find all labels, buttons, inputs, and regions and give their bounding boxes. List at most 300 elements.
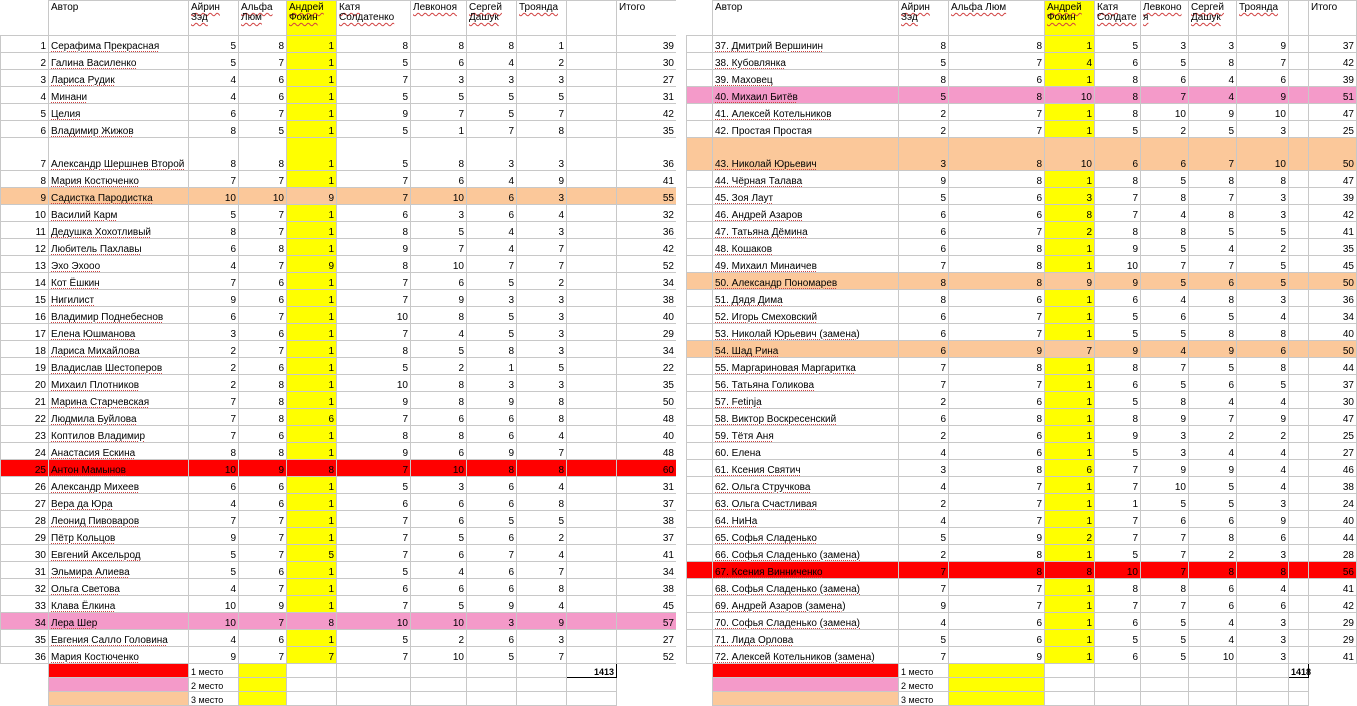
row-number[interactable] (687, 409, 713, 426)
spacer-cell[interactable] (567, 426, 617, 443)
spacer-cell[interactable] (567, 647, 617, 664)
row-number[interactable]: 35 (1, 630, 49, 647)
score-cell[interactable]: 4 (899, 511, 949, 528)
total-cell[interactable]: 40 (1309, 324, 1357, 341)
spacer-cell[interactable] (1289, 53, 1309, 70)
score-cell[interactable]: 6 (239, 273, 287, 290)
score-cell[interactable]: 5 (1237, 375, 1289, 392)
score-cell[interactable]: 5 (1095, 121, 1141, 138)
score-cell[interactable]: 6 (189, 477, 239, 494)
score-cell[interactable]: 6 (899, 222, 949, 239)
score-cell[interactable]: 5 (1141, 647, 1189, 664)
score-cell[interactable]: 1 (287, 511, 337, 528)
score-cell[interactable]: 9 (517, 171, 567, 188)
author-name[interactable]: Дедушка Хохотливый (49, 222, 189, 239)
total-cell[interactable]: 50 (1309, 341, 1357, 358)
score-cell[interactable]: 6 (411, 443, 467, 460)
score-cell[interactable]: 3 (517, 324, 567, 341)
author-name[interactable]: Владимир Жижов (49, 121, 189, 138)
score-cell[interactable]: 1 (1045, 613, 1095, 630)
score-cell[interactable]: 1 (287, 273, 337, 290)
score-cell[interactable]: 8 (899, 290, 949, 307)
score-cell[interactable]: 4 (899, 443, 949, 460)
score-cell[interactable]: 4 (1141, 341, 1189, 358)
spacer-cell[interactable] (567, 528, 617, 545)
author-name[interactable]: 43. Николай Юрьевич (713, 138, 899, 171)
spacer-cell[interactable] (1289, 290, 1309, 307)
author-name[interactable]: Минани (49, 87, 189, 104)
score-cell[interactable]: 2 (411, 630, 467, 647)
score-cell[interactable]: 9 (467, 596, 517, 613)
score-cell[interactable]: 7 (467, 121, 517, 138)
spacer-cell[interactable] (1289, 222, 1309, 239)
spacer-cell[interactable] (567, 307, 617, 324)
author-name[interactable]: Целия (49, 104, 189, 121)
score-cell[interactable]: 6 (1189, 511, 1237, 528)
spacer-cell[interactable] (567, 239, 617, 256)
score-cell[interactable]: 8 (517, 409, 567, 426)
score-cell[interactable]: 6 (467, 494, 517, 511)
row-number[interactable]: 25 (1, 460, 49, 477)
score-cell[interactable]: 5 (1189, 494, 1237, 511)
score-cell[interactable]: 3 (411, 70, 467, 87)
author-name[interactable]: Антон Мамынов (49, 460, 189, 477)
spacer-cell[interactable] (1289, 460, 1309, 477)
score-cell[interactable]: 6 (1095, 375, 1141, 392)
score-cell[interactable]: 5 (337, 630, 411, 647)
score-cell[interactable]: 7 (189, 273, 239, 290)
score-cell[interactable]: 7 (189, 409, 239, 426)
score-cell[interactable]: 7 (239, 104, 287, 121)
score-cell[interactable]: 1 (287, 596, 337, 613)
row-number[interactable] (687, 579, 713, 596)
score-cell[interactable]: 1 (1045, 239, 1095, 256)
score-cell[interactable]: 9 (949, 647, 1045, 664)
spacer-cell[interactable] (567, 256, 617, 273)
spacer-cell[interactable] (1289, 528, 1309, 545)
score-cell[interactable]: 1 (1045, 426, 1095, 443)
score-cell[interactable]: 1 (1045, 511, 1095, 528)
score-cell[interactable]: 7 (189, 426, 239, 443)
score-cell[interactable]: 10 (1189, 647, 1237, 664)
score-cell[interactable]: 5 (1095, 392, 1141, 409)
spacer-cell[interactable] (567, 87, 617, 104)
spacer-cell[interactable] (567, 121, 617, 138)
row-number[interactable]: 1 (1, 36, 49, 53)
score-cell[interactable]: 7 (899, 256, 949, 273)
score-cell[interactable]: 1 (1045, 104, 1095, 121)
author-name[interactable]: Александр Шершнев Второй (49, 138, 189, 171)
score-cell[interactable]: 7 (517, 239, 567, 256)
score-cell[interactable]: 7 (239, 53, 287, 70)
score-cell[interactable]: 8 (1095, 222, 1141, 239)
judge-header[interactable]: Троянда (1237, 1, 1289, 36)
score-cell[interactable]: 1 (411, 121, 467, 138)
spacer-cell[interactable] (567, 596, 617, 613)
score-cell[interactable]: 8 (1141, 392, 1189, 409)
row-number[interactable] (687, 545, 713, 562)
score-cell[interactable]: 7 (287, 647, 337, 664)
total-cell[interactable]: 48 (617, 443, 677, 460)
total-cell[interactable]: 42 (1309, 205, 1357, 222)
score-cell[interactable]: 7 (337, 409, 411, 426)
spacer-cell[interactable] (567, 36, 617, 53)
score-cell[interactable]: 2 (899, 426, 949, 443)
score-cell[interactable]: 7 (899, 647, 949, 664)
score-cell[interactable]: 7 (337, 70, 411, 87)
total-cell[interactable]: 27 (617, 70, 677, 87)
score-cell[interactable]: 2 (899, 121, 949, 138)
spacer-cell[interactable] (567, 273, 617, 290)
author-name[interactable]: 72. Алексей Котельников (замена) (713, 647, 899, 664)
score-cell[interactable]: 7 (337, 460, 411, 477)
score-cell[interactable]: 4 (1189, 87, 1237, 104)
score-cell[interactable]: 7 (1095, 460, 1141, 477)
spacer-cell[interactable] (567, 188, 617, 205)
author-name[interactable]: 46. Андрей Азаров (713, 205, 899, 222)
row-number[interactable]: 31 (1, 562, 49, 579)
score-cell[interactable]: 7 (1141, 358, 1189, 375)
author-name[interactable]: 49. Михаил Минаичев (713, 256, 899, 273)
score-cell[interactable]: 8 (1237, 358, 1289, 375)
score-cell[interactable]: 8 (1237, 562, 1289, 579)
score-cell[interactable]: 6 (411, 53, 467, 70)
score-cell[interactable]: 8 (517, 494, 567, 511)
score-cell[interactable]: 8 (411, 307, 467, 324)
row-number[interactable]: 9 (1, 188, 49, 205)
score-cell[interactable]: 3 (467, 70, 517, 87)
score-cell[interactable]: 7 (1189, 409, 1237, 426)
score-cell[interactable]: 8 (239, 239, 287, 256)
score-cell[interactable]: 9 (899, 171, 949, 188)
score-cell[interactable]: 7 (1045, 341, 1095, 358)
score-cell[interactable]: 7 (1141, 528, 1189, 545)
total-cell[interactable]: 38 (617, 579, 677, 596)
score-cell[interactable]: 8 (411, 36, 467, 53)
score-cell[interactable]: 8 (337, 36, 411, 53)
judge-header[interactable]: Альфа Люм (949, 1, 1045, 36)
score-cell[interactable]: 3 (467, 375, 517, 392)
score-cell[interactable]: 6 (411, 511, 467, 528)
score-cell[interactable]: 1 (287, 443, 337, 460)
total-cell[interactable]: 45 (617, 596, 677, 613)
score-cell[interactable]: 6 (239, 630, 287, 647)
score-cell[interactable]: 6 (1141, 70, 1189, 87)
score-cell[interactable]: 4 (189, 494, 239, 511)
score-cell[interactable]: 6 (287, 409, 337, 426)
score-cell[interactable]: 7 (949, 511, 1045, 528)
total-cell[interactable]: 36 (617, 222, 677, 239)
total-cell[interactable]: 35 (617, 121, 677, 138)
row-number[interactable]: 13 (1, 256, 49, 273)
spacer-cell[interactable] (1289, 205, 1309, 222)
score-cell[interactable]: 8 (1095, 171, 1141, 188)
score-cell[interactable]: 4 (189, 87, 239, 104)
score-cell[interactable]: 2 (1189, 545, 1237, 562)
score-cell[interactable]: 5 (467, 324, 517, 341)
judge-header[interactable]: Андрей Фокин (1045, 1, 1095, 36)
score-cell[interactable]: 8 (1189, 562, 1237, 579)
score-cell[interactable]: 7 (949, 579, 1045, 596)
total-cell[interactable]: 42 (1309, 596, 1357, 613)
row-number[interactable] (687, 121, 713, 138)
score-cell[interactable]: 10 (1045, 138, 1095, 171)
score-cell[interactable]: 9 (189, 528, 239, 545)
score-cell[interactable]: 7 (1189, 188, 1237, 205)
total-cell[interactable]: 47 (1309, 104, 1357, 121)
score-cell[interactable]: 5 (189, 545, 239, 562)
row-number[interactable]: 11 (1, 222, 49, 239)
judge-header[interactable]: Айрин Зэд (899, 1, 949, 36)
score-cell[interactable]: 4 (517, 205, 567, 222)
score-cell[interactable]: 2 (517, 273, 567, 290)
score-cell[interactable]: 7 (899, 358, 949, 375)
score-cell[interactable]: 5 (1095, 443, 1141, 460)
score-cell[interactable]: 8 (1045, 562, 1095, 579)
score-cell[interactable]: 10 (1237, 138, 1289, 171)
score-cell[interactable]: 6 (239, 477, 287, 494)
score-cell[interactable]: 9 (1237, 87, 1289, 104)
score-cell[interactable]: 3 (467, 138, 517, 171)
author-name[interactable]: 67. Ксения Винниченко (713, 562, 899, 579)
score-cell[interactable]: 6 (1095, 647, 1141, 664)
total-cell[interactable]: 50 (1309, 273, 1357, 290)
score-cell[interactable]: 1 (1045, 409, 1095, 426)
author-name[interactable]: 63. Ольга Счастливая (713, 494, 899, 511)
score-cell[interactable]: 7 (1189, 256, 1237, 273)
spacer-cell[interactable] (567, 477, 617, 494)
score-cell[interactable]: 5 (467, 104, 517, 121)
score-cell[interactable]: 3 (467, 290, 517, 307)
row-number[interactable]: 17 (1, 324, 49, 341)
score-cell[interactable]: 7 (517, 104, 567, 121)
row-number[interactable]: 24 (1, 443, 49, 460)
score-cell[interactable]: 8 (189, 443, 239, 460)
score-cell[interactable]: 10 (337, 613, 411, 630)
spacer-cell[interactable] (1289, 375, 1309, 392)
score-cell[interactable]: 7 (337, 324, 411, 341)
author-name[interactable]: 51. Дядя Дима (713, 290, 899, 307)
score-cell[interactable]: 5 (899, 630, 949, 647)
score-cell[interactable]: 8 (949, 36, 1045, 53)
author-name[interactable]: 57. Fetinja (713, 392, 899, 409)
score-cell[interactable]: 10 (1141, 104, 1189, 121)
score-cell[interactable]: 7 (239, 511, 287, 528)
spacer-cell[interactable] (1289, 596, 1309, 613)
score-cell[interactable]: 1 (287, 87, 337, 104)
score-cell[interactable]: 2 (899, 392, 949, 409)
score-cell[interactable]: 6 (467, 579, 517, 596)
score-cell[interactable]: 7 (239, 256, 287, 273)
score-cell[interactable]: 6 (1189, 596, 1237, 613)
score-cell[interactable]: 6 (239, 426, 287, 443)
author-name[interactable]: Евгения Салло Головина (49, 630, 189, 647)
row-number[interactable]: 21 (1, 392, 49, 409)
score-cell[interactable]: 4 (517, 596, 567, 613)
score-cell[interactable]: 9 (239, 460, 287, 477)
total-cell[interactable]: 38 (617, 290, 677, 307)
score-cell[interactable]: 7 (949, 596, 1045, 613)
row-number[interactable]: 29 (1, 528, 49, 545)
score-cell[interactable]: 5 (1141, 171, 1189, 188)
total-cell[interactable]: 52 (617, 256, 677, 273)
score-cell[interactable]: 1 (287, 562, 337, 579)
author-name[interactable]: 70. Софья Сладенько (замена) (713, 613, 899, 630)
score-cell[interactable]: 1 (287, 222, 337, 239)
score-cell[interactable]: 7 (949, 104, 1045, 121)
score-cell[interactable]: 9 (337, 239, 411, 256)
score-cell[interactable]: 1 (1045, 545, 1095, 562)
score-cell[interactable]: 8 (1189, 205, 1237, 222)
score-cell[interactable]: 1 (287, 104, 337, 121)
score-cell[interactable]: 9 (1141, 460, 1189, 477)
score-cell[interactable]: 8 (239, 36, 287, 53)
score-cell[interactable]: 6 (467, 409, 517, 426)
score-cell[interactable]: 6 (411, 409, 467, 426)
total-cell[interactable]: 35 (617, 375, 677, 392)
score-cell[interactable]: 2 (1189, 426, 1237, 443)
score-cell[interactable]: 10 (411, 460, 467, 477)
author-name[interactable]: Пётр Кольцов (49, 528, 189, 545)
score-cell[interactable]: 5 (287, 545, 337, 562)
author-name[interactable]: 53. Николай Юрьевич (замена) (713, 324, 899, 341)
score-cell[interactable]: 1 (287, 375, 337, 392)
total-cell[interactable]: 24 (1309, 494, 1357, 511)
score-cell[interactable]: 7 (899, 579, 949, 596)
score-cell[interactable]: 4 (189, 256, 239, 273)
score-cell[interactable]: 5 (1095, 324, 1141, 341)
score-cell[interactable]: 7 (411, 104, 467, 121)
score-cell[interactable]: 1 (467, 358, 517, 375)
score-cell[interactable]: 8 (949, 358, 1045, 375)
score-cell[interactable]: 8 (1045, 205, 1095, 222)
judge-header[interactable]: Андрей Фокин (287, 1, 337, 36)
score-cell[interactable]: 7 (949, 53, 1045, 70)
score-cell[interactable]: 6 (1237, 528, 1289, 545)
total-cell[interactable]: 34 (617, 562, 677, 579)
score-cell[interactable]: 6 (1095, 290, 1141, 307)
score-cell[interactable]: 8 (1095, 409, 1141, 426)
score-cell[interactable]: 8 (239, 409, 287, 426)
score-cell[interactable]: 4 (467, 222, 517, 239)
row-number[interactable] (687, 36, 713, 53)
score-cell[interactable]: 3 (1237, 630, 1289, 647)
score-cell[interactable]: 5 (467, 273, 517, 290)
spacer-cell[interactable] (1289, 256, 1309, 273)
score-cell[interactable]: 4 (899, 477, 949, 494)
score-cell[interactable]: 4 (899, 613, 949, 630)
score-cell[interactable]: 7 (189, 392, 239, 409)
score-cell[interactable]: 3 (1237, 647, 1289, 664)
score-cell[interactable]: 9 (337, 104, 411, 121)
score-cell[interactable]: 5 (189, 562, 239, 579)
score-cell[interactable]: 6 (467, 630, 517, 647)
spacer-cell[interactable] (1289, 324, 1309, 341)
row-number[interactable] (687, 188, 713, 205)
score-cell[interactable]: 2 (1141, 121, 1189, 138)
spacer-cell[interactable] (1289, 87, 1309, 104)
row-number[interactable]: 33 (1, 596, 49, 613)
score-cell[interactable]: 8 (949, 545, 1045, 562)
score-cell[interactable]: 9 (1095, 426, 1141, 443)
spacer-cell[interactable] (567, 562, 617, 579)
total-cell[interactable]: 37 (617, 528, 677, 545)
score-cell[interactable]: 1 (1095, 494, 1141, 511)
score-cell[interactable]: 8 (337, 222, 411, 239)
spacer-cell[interactable] (1289, 307, 1309, 324)
row-number[interactable]: 32 (1, 579, 49, 596)
judge-header[interactable]: Левконо я (1141, 1, 1189, 36)
score-cell[interactable]: 6 (1189, 273, 1237, 290)
score-cell[interactable]: 3 (411, 477, 467, 494)
score-cell[interactable]: 8 (411, 392, 467, 409)
author-name[interactable]: Нигилист (49, 290, 189, 307)
score-cell[interactable]: 4 (1237, 307, 1289, 324)
score-cell[interactable]: 8 (517, 121, 567, 138)
score-cell[interactable]: 8 (467, 341, 517, 358)
score-cell[interactable]: 6 (899, 205, 949, 222)
author-name[interactable]: Михаил Плотников (49, 375, 189, 392)
total-cell[interactable]: 50 (1309, 138, 1357, 171)
score-cell[interactable]: 8 (189, 222, 239, 239)
spacer-cell[interactable] (567, 290, 617, 307)
score-cell[interactable]: 10 (189, 188, 239, 205)
score-cell[interactable]: 6 (1237, 596, 1289, 613)
total-cell[interactable]: 36 (1309, 290, 1357, 307)
row-number[interactable] (687, 222, 713, 239)
author-name[interactable]: 48. Кошаков (713, 239, 899, 256)
score-cell[interactable]: 4 (517, 426, 567, 443)
row-number[interactable]: 23 (1, 426, 49, 443)
score-cell[interactable]: 10 (239, 188, 287, 205)
score-cell[interactable]: 6 (337, 579, 411, 596)
score-cell[interactable]: 10 (1095, 256, 1141, 273)
score-cell[interactable]: 10 (411, 188, 467, 205)
score-cell[interactable]: 5 (1237, 222, 1289, 239)
score-cell[interactable]: 5 (337, 121, 411, 138)
total-cell[interactable]: 39 (617, 36, 677, 53)
score-cell[interactable]: 8 (1189, 171, 1237, 188)
spacer-cell[interactable] (567, 358, 617, 375)
score-cell[interactable]: 1 (287, 341, 337, 358)
score-cell[interactable]: 9 (337, 443, 411, 460)
row-number[interactable]: 2 (1, 53, 49, 70)
score-cell[interactable]: 6 (467, 205, 517, 222)
score-cell[interactable]: 5 (337, 87, 411, 104)
author-name[interactable]: 45. Зоя Лаут (713, 188, 899, 205)
score-cell[interactable]: 1 (287, 205, 337, 222)
score-cell[interactable]: 3 (517, 630, 567, 647)
score-cell[interactable]: 6 (189, 239, 239, 256)
spacer-cell[interactable] (567, 205, 617, 222)
total-cell[interactable]: 35 (1309, 239, 1357, 256)
total-cell[interactable]: 56 (1309, 562, 1357, 579)
score-cell[interactable]: 5 (411, 528, 467, 545)
score-cell[interactable]: 7 (337, 188, 411, 205)
score-cell[interactable]: 9 (189, 290, 239, 307)
score-cell[interactable]: 3 (1237, 188, 1289, 205)
score-cell[interactable]: 5 (337, 53, 411, 70)
score-cell[interactable]: 8 (1189, 324, 1237, 341)
score-cell[interactable]: 7 (949, 222, 1045, 239)
score-cell[interactable]: 4 (467, 239, 517, 256)
total-cell[interactable]: 39 (1309, 188, 1357, 205)
score-cell[interactable]: 7 (899, 562, 949, 579)
score-cell[interactable]: 1 (1045, 290, 1095, 307)
score-cell[interactable]: 6 (467, 477, 517, 494)
row-number[interactable] (687, 341, 713, 358)
row-number[interactable]: 20 (1, 375, 49, 392)
